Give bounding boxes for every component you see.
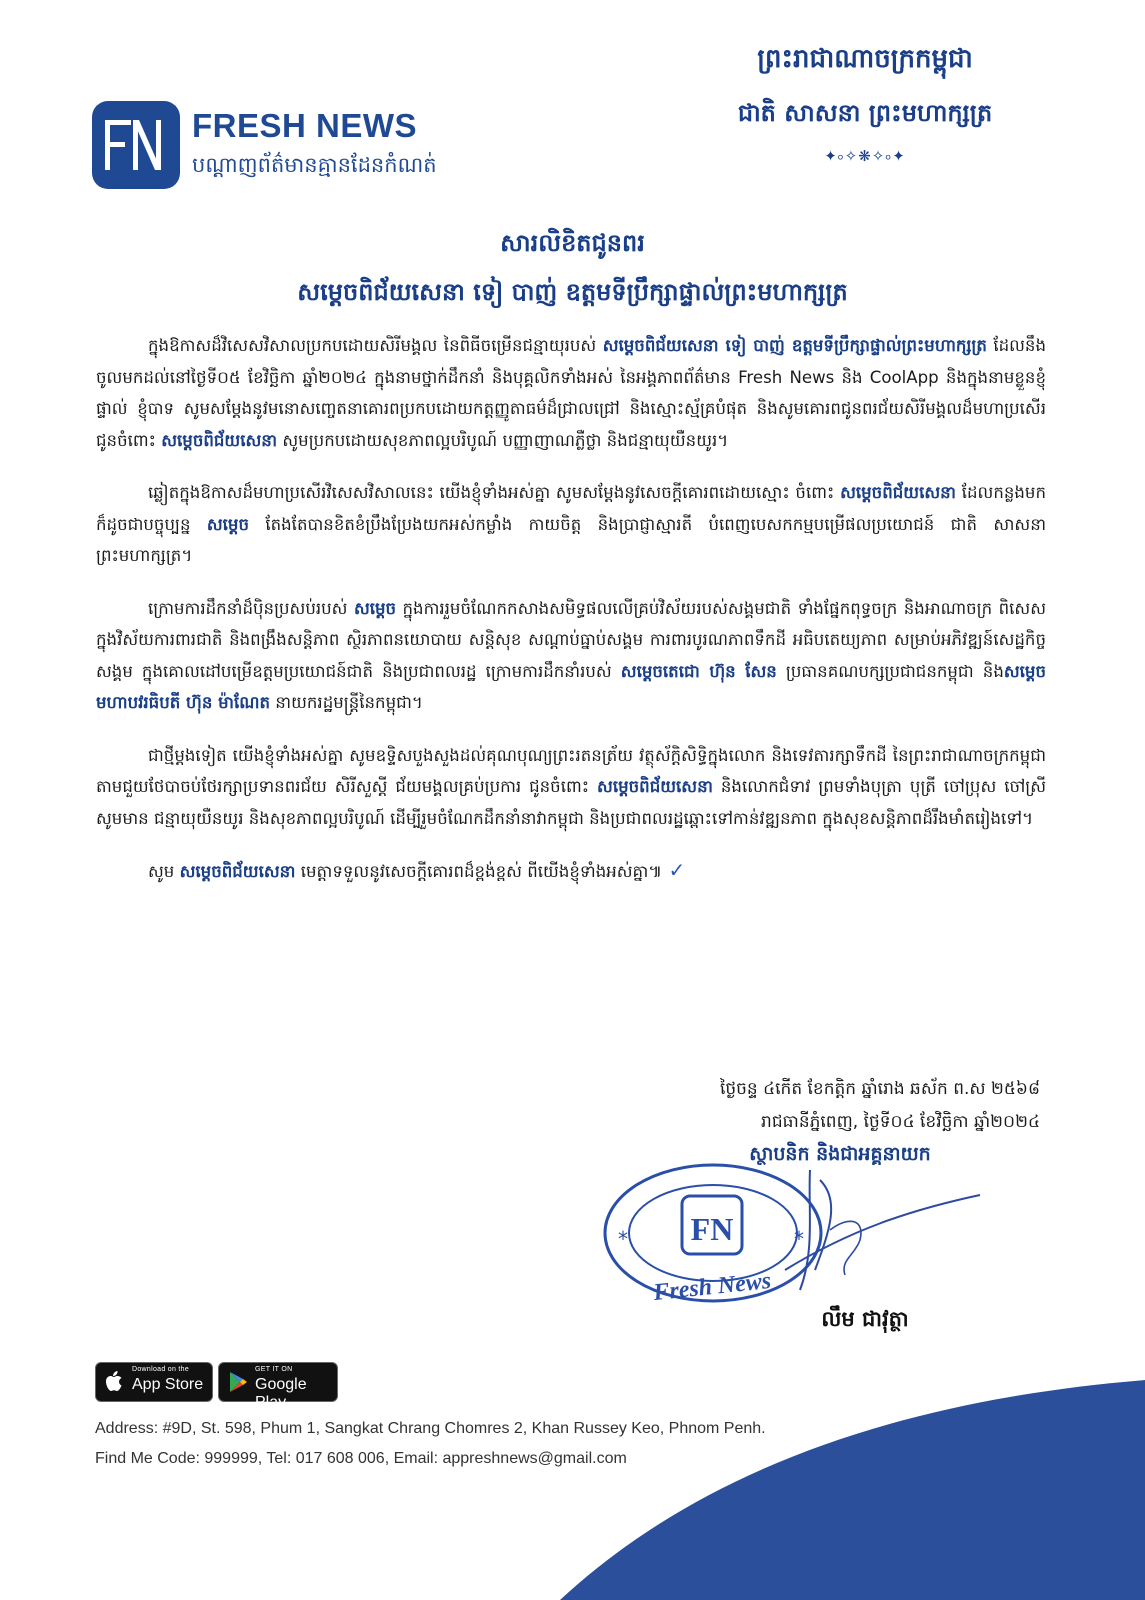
checkmark-icon: ✓ [662, 858, 686, 882]
bold-name: សម្តេចតេជោ ហ៊ុន សែន [620, 661, 777, 681]
apple-icon [105, 1371, 125, 1398]
paragraph-text: តែងតែបានខិតខំប្រឹងប្រែងយកអស់កម្លាំង កាយចិត្ត និងប្រាជ្ញាស្មារតី បំពេញបេសកកម្មបម្រើផលប្រយោជន៍ ជាតិ សាសនា ព្រះមហាក្សត្រ។ [96, 514, 1047, 565]
stamp-text: Fresh News [652, 1267, 773, 1307]
paragraph-text: និងលោកជំទាវ ព្រមទាំងបុត្រា បុត្រី ចៅប្រុស ចៅស្រី សូមមាន ជន្មាយុយឺនយូរ និងសុខភាពល្អបរិបូណ៍ ដើម្បីរួមចំណែកដឹកនាំនាវាកម្ពុជា និងប្រជាពលរដ្ឋឆ្ពោះទៅកាន់វឌ្ឍនភាព ក្នុងសុខសន្តិភាពដ៏រឹងមាំតរៀងទៅ។ [96, 777, 1047, 828]
signer-name: លឹម ជាវុត្ថា [821, 1307, 909, 1331]
paragraph-1 [96, 330, 1046, 456]
paragraph-text: ឆ្លៀតក្នុងឱកាសដ៏មហាប្រសើរវិសេសវិសាលនេះ យើងខ្ញុំទាំងអស់គ្នា សូមសម្តែងនូវសេចក្តីគោរពដោយស្មោះ ចំពោះ [148, 483, 841, 502]
signer-title: ស្ថាបនិក និងជាអគ្គនាយក [749, 1143, 931, 1165]
footer-address [95, 1414, 766, 1474]
paragraph-text: នាយករដ្ឋមន្ត្រីនៃកម្ពុជា។ [270, 693, 423, 712]
bold-name: សម្តេច [353, 598, 397, 618]
bold-name: សម្តេចពិជ័យសេនា [161, 430, 278, 450]
handwritten-signature [690, 1160, 990, 1300]
paragraph-text: ប្រធានគណបក្សប្រជាជនកម្ពុជា និង [776, 661, 1004, 681]
bold-name: សម្តេចពិជ័យសេនា [597, 777, 713, 796]
bold-name: សម្តេចពិជ័យសេនា [840, 483, 956, 502]
app-store-label: App Store [132, 1376, 204, 1393]
lunar-date: ថ្ងៃចន្ទ ៤កើត ខែកត្តិក ឆ្នាំរោង ឆស័ក ព.ស ២៥៦៨ [719, 1079, 1040, 1099]
svg-text:*: * [794, 1227, 804, 1251]
fn-monogram-icon [101, 112, 171, 178]
bold-name: សម្តេចពិជ័យសេនា [179, 862, 296, 881]
paragraph-text: សូមប្រកបដោយសុខភាពល្អបរិបូណ៍ បញ្ញាញាណភ្លឺថ្លា និងជន្មាយុយឺនយូរ។ [277, 430, 729, 450]
paragraph-4 [96, 740, 1046, 835]
paragraph-text: ក្នុងការរួមចំណែកកសាងសមិទ្ធផលលើគ្រប់វិស័យរបស់សង្គមជាតិ ទាំងផ្នែកពុទ្ធចក្រ និងអាណាចក្រ ពិសេសក្នុងវិស័យការពារជាតិ និងពង្រឹងសន្តិភាព ស្ថិរភាពនយោបាយ សន្តិសុខ សណ្តាប់ធ្នាប់សង្គម ការពារបូរណភាពទឹកដី អធិបតេយ្យភាព សម្រាប់អភិវឌ្ឍន៍សេដ្ឋកិច្ចសង្គម ក្នុងគោលដៅបម្រើឧត្តមប្រយោជន៍ជាតិ និងប្រជាពលរដ្ឋ ក្រោមការដឹកនាំរបស់ [96, 598, 1046, 681]
google-play-button[interactable] [218, 1362, 338, 1411]
footer-wave-decoration [0, 1380, 1145, 1600]
address-line: Address: #9D, St. 598, Phum 1, Sangkat Chrang Chomres 2, Khan Russey Keo, Phnom Penh. [95, 1420, 766, 1437]
letter-body [96, 330, 1046, 909]
paragraph-text: ដែលកន្លងមកក៏ដូចជាបច្ចុប្បន្ន [96, 483, 1046, 534]
paragraph-5 [96, 855, 1046, 888]
fresh-news-logo [92, 101, 437, 193]
fn-logo-badge [92, 101, 180, 189]
title-heading: សារលិខិតជូនពរ [500, 229, 645, 257]
svg-text:*: * [618, 1227, 628, 1251]
ornament-divider: ✦৹✧❋✧৹✦ [824, 147, 906, 165]
google-play-label: Google Play [255, 1376, 307, 1411]
national-motto: ជាតិ សាសនា ព្រះមហាក្សត្រ [737, 99, 993, 127]
bold-name: សម្តេចពិជ័យសេនា ទៀ បាញ់ ឧត្តមទីប្រឹក្សាផ្ទាល់ព្រះមហាក្សត្រ [602, 336, 987, 355]
paragraph-text: ក្នុងឱកាសដ៏វិសេសវិសាលប្រកបដោយសិរីមង្គល នៃពិធីចម្រើនជន្មាយុរបស់ [148, 336, 603, 355]
paragraph-text: សូម [148, 862, 180, 881]
bold-name: សម្តេចមហាបវរធិបតី ហ៊ុន ម៉ាណែត [96, 661, 1046, 712]
paragraph-text: មេត្តាទទួលនូវសេចក្តីគោរពដ៏ខ្ពង់ខ្ពស់ ពីយើងខ្ញុំទាំងអស់គ្នា៕ [295, 862, 663, 881]
google-play-icon [228, 1371, 248, 1398]
letter-title [100, 228, 1045, 312]
paragraph-3 [96, 593, 1046, 719]
date-block [580, 1073, 1040, 1139]
bold-name: សម្តេច [206, 514, 249, 534]
paragraph-text: ជាថ្មីម្តងទៀត យើងខ្ញុំទាំងអស់គ្នា សូមឧទ្ទិសបួងសួងដល់គុណបុណ្យព្រះរតនត្រ័យ វត្ថុស័ក្តិសិទ្ធិក្នុងលោក និងទេវតារក្សាទឹកដី នៃព្រះរាជាណាចក្រកម្ពុជា តាមជួយថែបាចប់ថែរក្សាប្រទានពរជ័យ សិរីសួស្តី ជ័យមង្គលគ្រប់ប្រការ ជូនចំពោះ [96, 745, 1046, 796]
paragraph-text: ដែលនឹងចូលមកដល់នៅថ្ងៃទី០៥ ខែវិច្ឆិកា ឆ្នាំ២០២៤ ក្នុងនាមថ្នាក់ដឹកនាំ និងបុគ្គលិកទាំងអស់ នៃអង្គភាពព័ត៌មាន Fresh News និង CoolApp និងក្នុងនាមខ្លួនខ្ញុំផ្ទាល់ ខ្ញុំបាទ សូមសម្តែងនូវមនោសញ្ចេតនាគោរពប្រកបដោយកត្តញ្ញូតាធម៌ដ៏ជ្រាលជ្រៅ និងស្មោះស្ម័គ្របំផុត និងសូមគោរពជូនពរជ័យសិរីមង្គលដ៏មហាប្រសើរ ជូនចំពោះ [96, 336, 1046, 450]
google-play-small-label: GET IT ON [255, 1366, 293, 1373]
brand-tagline: បណ្តាញព័ត៌មានគ្មានដែនកំណត់ [192, 153, 437, 177]
app-store-button[interactable] [95, 1362, 213, 1402]
kingdom-name: ព្រះរាជាណាចក្រកម្ពុជា [757, 44, 973, 74]
contact-line: Find Me Code: 999999, Tel: 017 608 006, Email: appreshnews@gmail.com [95, 1450, 627, 1467]
app-store-small-label: Download on the [132, 1366, 190, 1373]
kingdom-header [700, 42, 1030, 170]
svg-text:FN: FN [690, 1211, 734, 1247]
city-date: រាជធានីភ្នំពេញ, ថ្ងៃទី០៤ ខែវិច្ឆិកា ឆ្នាំ២០២៤ [761, 1112, 1040, 1132]
title-recipient: សម្តេចពិជ័យសេនា ទៀ បាញ់ ឧត្តមទីប្រឹក្សាផ្ទាល់ព្រះមហាក្សត្រ [297, 278, 848, 306]
brand-name: FRESH NEWS [192, 107, 418, 144]
paragraph-2 [96, 477, 1046, 572]
paragraph-text: ក្រោមការដឹកនាំដ៏ប៉ិនប្រសប់របស់ [148, 598, 354, 618]
